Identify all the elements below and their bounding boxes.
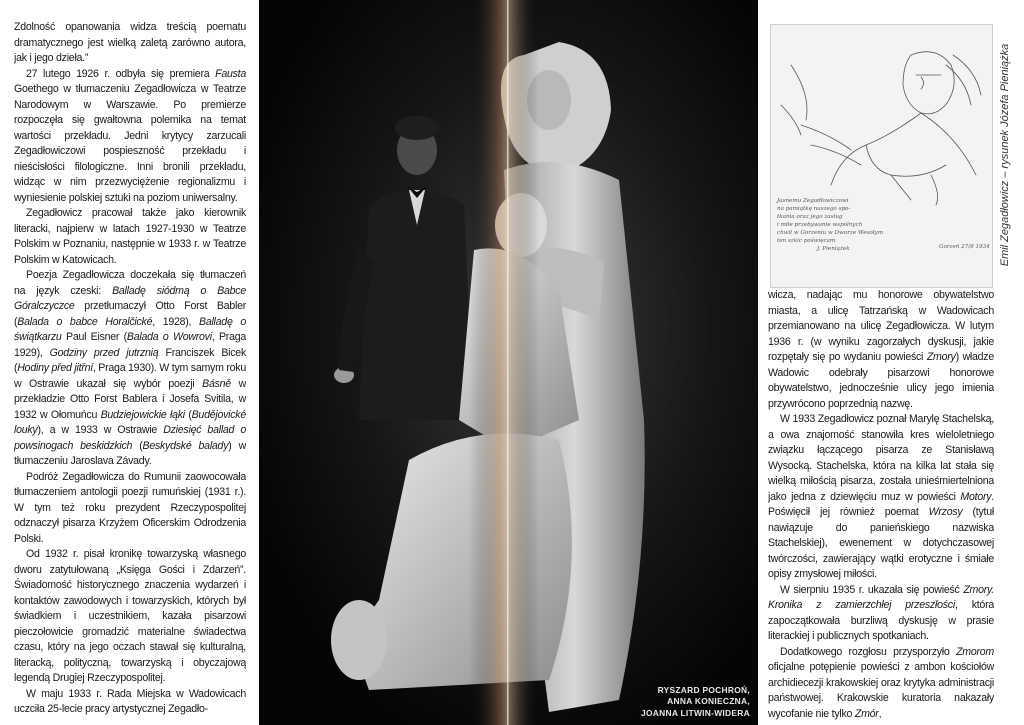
italic-title: Dziesięć ballad o powsinogach beskidzkich xyxy=(14,424,246,452)
caption-line: JOANNA LITWIN-WIDERA xyxy=(641,707,750,718)
italic-title: Hodiny před jitřní xyxy=(17,362,93,374)
article-paragraph: W maju 1933 r. Rada Miejska w Wadowicach uczciła 25-lecie pracy artystycznej Zegadło- xyxy=(14,687,246,715)
sketch-dedication: Jasnemu Zegadłowiczowi na pamiątkę naszego spo- tkania oraz jego zasług i miłe przebywanie wspólnych chwil w Gorzeniu w Dworze Wesołym ten szkic poświęcam J. Pieniążek xyxy=(777,198,884,252)
theatre-photo xyxy=(259,0,758,725)
italic-title: Budějovické louky xyxy=(14,408,246,436)
italic-title: Básně xyxy=(202,377,231,390)
article-paragraph: wicza, nadając mu honorowe obywatelstwo miasta, a ulicę Tatrzańską w Wadowicach przemianowano na ulicę Zegadłowicza. W lutym 1936 r. (w wyniku zagorzałych dyskusji, jakie rozpętały się po wydaniu powieści Zmory) władze Wadowic odebrały pisarzowi honorowe obywatelstwo, jednocześnie ulicy jego imienia przywrócono poprzednią nazwę. xyxy=(768,289,994,410)
italic-title: Fausta xyxy=(215,67,246,80)
italic-title: Motory xyxy=(960,490,992,503)
italic-title: Godziny przed jutrznią xyxy=(49,346,159,359)
italic-title: Balladę o świątkarzu xyxy=(14,315,246,343)
photo-caption xyxy=(590,685,750,720)
article-paragraph: Od 1932 r. pisał kronikę towarzyską własnego dworu zatytułowaną „Księga Gości i Zdarzeń”. Świadomość historycznego znaczenia wydarzeń i kontaktów zawodowych i towarzyskich, których był świadkiem i uczestnikiem, kazała pisarzowi pieczołowicie gromadzić materialne świadectwa czasu, który na jego oczach stawał się kulturalną, literacką, polityczną, towarzyską i obyczajową legendą Drugiej Rzeczypospolitej. xyxy=(14,548,246,684)
italic-title: Wrzosy xyxy=(928,506,963,518)
italic-title: Balada o Wowrovi xyxy=(126,331,212,343)
left-text-column xyxy=(14,0,246,725)
article-paragraph: W 1933 Zegadłowicz poznał Marylę Stachelską, a owa znajomość stanowiła kres wieloletniego związku łączącego pisarza ze Stanisławą Wysocką. Stachelska, która na kilka lat stała się wielką miłością pisarza, została unieśmiertelniona jako jedna z dziewięciu muz w powieści Motory. Poświęcił jej również poemat Wrzosy (tytuł nawiązuje do panieńskiego nazwiska Stachelskiej), ewenement w dotychczasowej twórczości, zawierający wątki erotyczne i śmiałe opisy zmysłowej miłości. xyxy=(768,413,994,580)
sketch-credit: Emil Zegadłowicz – rysunek Józefa Pieniążka xyxy=(999,43,1011,267)
article-paragraph: Dodatkowego rozgłosu przysporzyło Zmorom oficjalne potępienie powieści z ambon kościołów archidiecezji krakowskiej oraz krytyka administracji państwowej. Krakowskie kuratoria nakazały wycofanie nie tylko Zmór, xyxy=(768,645,994,720)
article-paragraph: Poezja Zegadłowicza doczekała się tłumaczeń na język czeski: Balladę siódmą o Babce Góralczyczce przetłumaczył Otto Forst Babler (Balada o babce Horalčické, 1928), Balladę o świątkarzu Paul Eisner (Balada o Wowrovi, Praga 1929), Godziny przed jutrznią Franciszek Bicek (Hodiny před jitřní, Praga 1930). W tym samym roku w Ostrawie ukazał się wybór poezji Básně w przekładzie Otto Forst Bablera i Josefa Svitila, w 1932 w Ołomuńcu Budziejowickie łąki (Budějovické louky), a w 1933 w Ostrawie Dziesięć ballad o powsinogach beskidzkich (Beskydské balady) w tłumaczeniu Jaroslava Závady. xyxy=(14,269,246,467)
italic-title: Zmory. Kronika z zamierzchłej przeszłości xyxy=(768,583,994,611)
article-paragraph: Zegadłowicz pracował także jako kierownik literacki, najpierw w latach 1927-1930 w Teatrze Polskim w Poznaniu, następnie w 1933 r. w Teatrze Polskim w Katowicach. xyxy=(14,207,246,266)
right-text-column xyxy=(768,0,994,725)
italic-title: Balada o babce Horalčické xyxy=(17,315,153,328)
caption-line: ANNA KONIECZNA, xyxy=(667,696,750,706)
sketch-date: Gorzeń 27/9 1934 xyxy=(939,244,990,250)
italic-title: Budziejowickie łąki xyxy=(100,408,185,421)
article-paragraph: W sierpniu 1935 r. ukazała się powieść Zmory. Kronika z zamierzchłej przeszłości, która zapoczątkowała burzliwą dyskusję w prasie literackiej i publicznych spotkaniach. xyxy=(768,583,994,642)
italic-title: Zmorom xyxy=(956,645,994,658)
italic-title: Zmory xyxy=(926,351,956,363)
theatre-photo-image xyxy=(259,0,758,725)
article-paragraph: 27 lutego 1926 r. odbyła się premiera Fausta Goethego w tłumaczeniu Zegadłowicza w Teatrze Narodowym w Warszawie. Po premierze rozpoczęła się gwałtowna polemika na temat wartości przekładu. Jedni krytycy zarzucali Zegadłowiczowi pospieszność przekładu i nieścisłości filologiczne. Inni bronili przekładu, widząc w nim przezwyciężenie regionalizmu i wyniesienie polskiej sztuki na poziom uniwersalny. xyxy=(14,67,246,204)
article-paragraph: Zdolność opanowania widza treścią poematu dramatycznego jest wielką zaletą zarówno autora, jak i jego dzieła.” xyxy=(14,21,246,64)
caption-line: RYSZARD POCHROŃ, xyxy=(657,684,750,695)
italic-title: Balladę siódmą o Babce Góralczyczce xyxy=(14,284,246,312)
article-paragraph: Podróż Zegadłowicza do Rumunii zaowocowała tłumaczeniem antologii poezji rumuńskiej (1931 r.). W tym też roku prezydent Rzeczypospolitej odznaczył pisarza Krzyżem Oficerskim Odrodzenia Polski. xyxy=(14,470,246,545)
italic-title: Beskydské balady xyxy=(142,439,229,452)
italic-title: Zmór xyxy=(854,707,879,720)
